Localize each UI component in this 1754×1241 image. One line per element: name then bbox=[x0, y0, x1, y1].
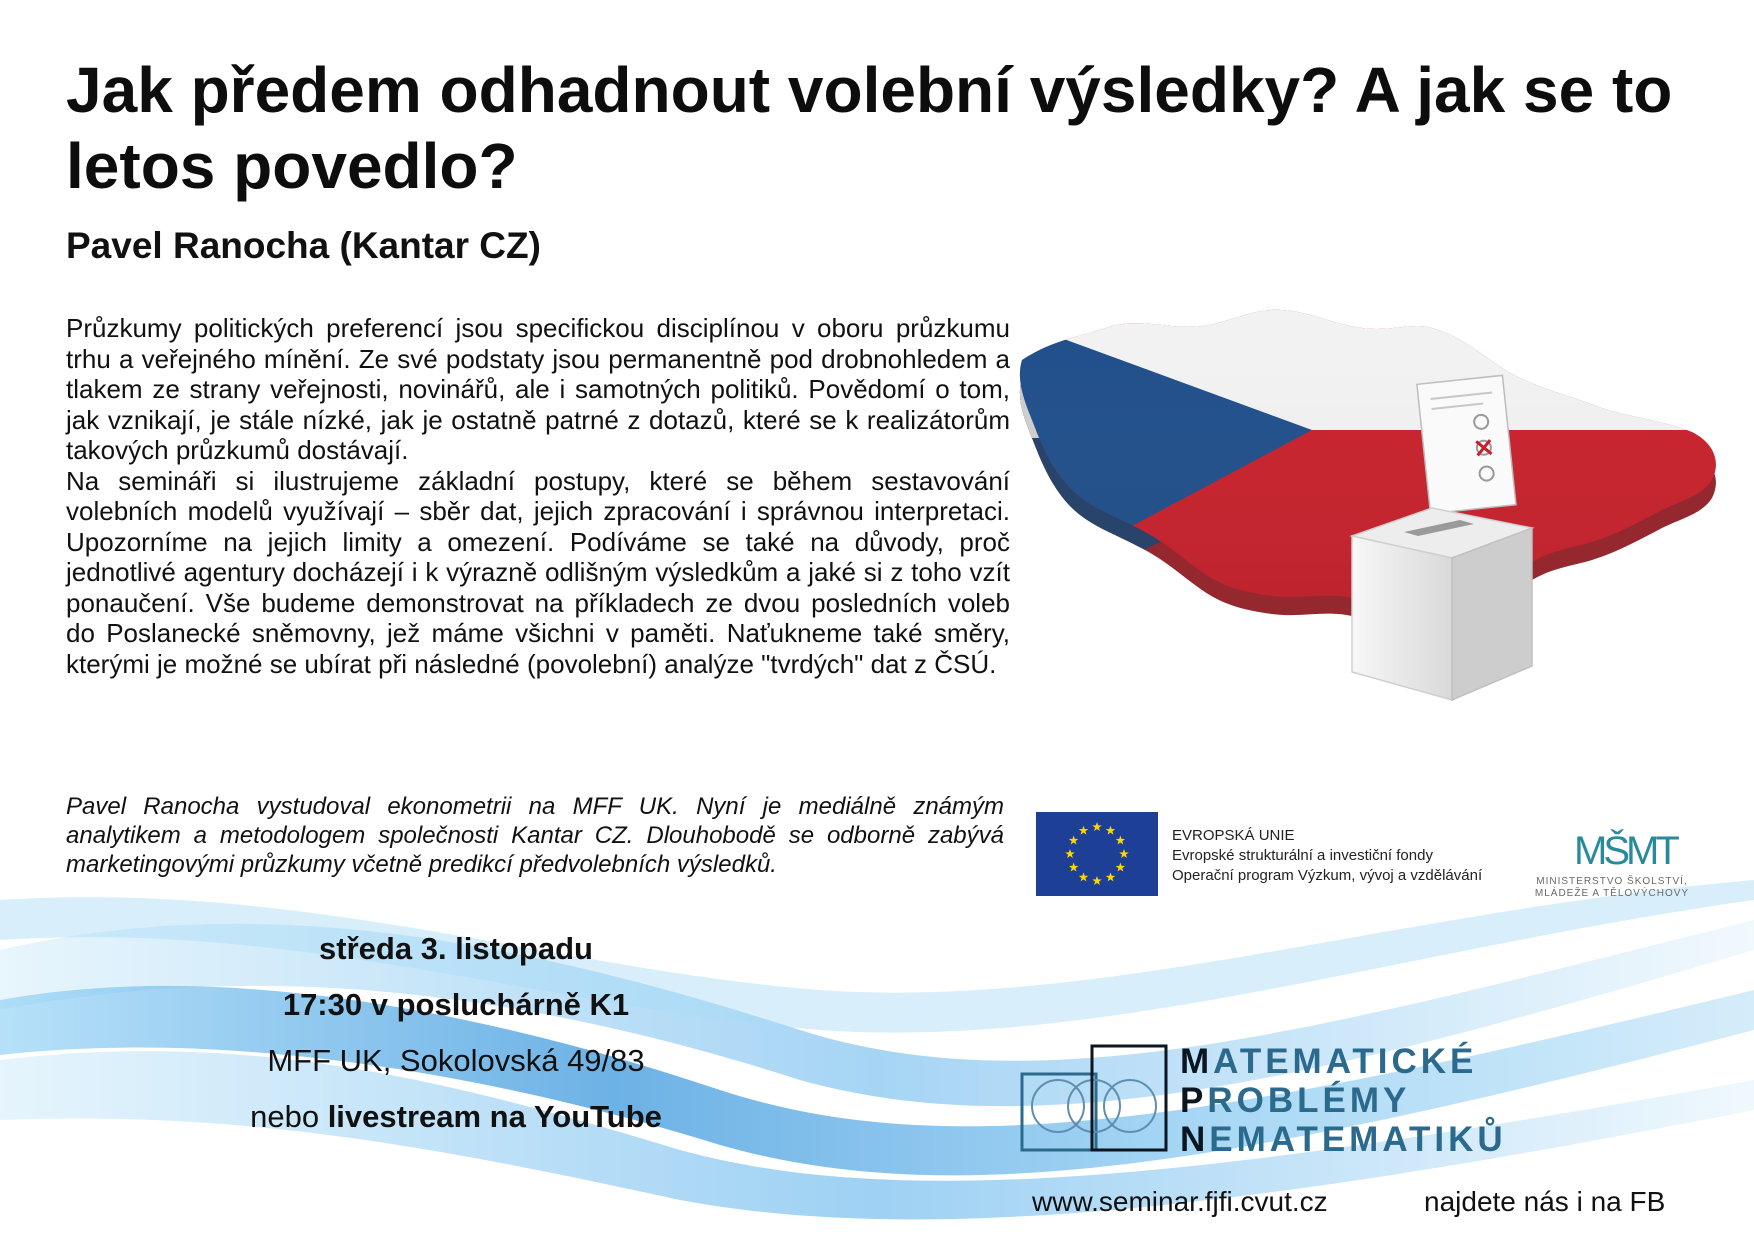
mpn-word-2: ROBLÉMY bbox=[1207, 1081, 1411, 1120]
eu-line-3: Operační program Výzkum, vývoj a vzdělávání bbox=[1172, 867, 1483, 884]
msmt-monogram: MŠMT bbox=[1574, 829, 1676, 873]
mpn-line-3 bbox=[1180, 1120, 1507, 1159]
stream-prefix: nebo bbox=[250, 1099, 320, 1134]
abstract bbox=[66, 313, 1010, 679]
mpn-word-3: EMATEMATIKŮ bbox=[1209, 1120, 1507, 1159]
mpn-initial-n: N bbox=[1180, 1120, 1210, 1159]
ballot-paper bbox=[1417, 375, 1516, 513]
mpn-initial-m: M bbox=[1180, 1042, 1214, 1081]
speaker-name: Pavel Ranocha (Kantar CZ) bbox=[66, 225, 541, 266]
eu-flag-icon bbox=[1036, 812, 1158, 896]
facebook-note: najdete nás i na FB bbox=[1424, 1186, 1666, 1217]
czech-map-flag-illustration bbox=[1012, 300, 1722, 730]
msmt-name bbox=[1524, 876, 1700, 900]
mpn-logo-icon bbox=[1020, 1044, 1168, 1154]
speaker-bio: Pavel Ranocha vystudoval ekonometrii na MFF UK. Nyní je mediálně známým analytikem a metodologem společnosti Kantar CZ. Dlouhobodě se odborně zabývá marketingovými průzkumy včetně predikcí předvolebních výsledků. bbox=[66, 793, 1004, 878]
event-date: středa 3. listopadu bbox=[319, 931, 593, 966]
msmt-line-2: MLÁDEŽE A TĚLOVÝCHOVY bbox=[1534, 888, 1690, 899]
mpn-wordmark bbox=[1180, 1042, 1507, 1159]
event-stream bbox=[156, 1101, 756, 1133]
eu-line-2: Evropské strukturální a investiční fondy bbox=[1172, 847, 1433, 864]
eu-line-1: EVROPSKÁ UNIE bbox=[1172, 827, 1295, 844]
mpn-initial-p: P bbox=[1180, 1081, 1208, 1120]
msmt-line-1: MINISTERSTVO ŠKOLSTVÍ, bbox=[1536, 876, 1688, 887]
event-address: MFF UK, Sokolovská 49/83 bbox=[267, 1043, 645, 1078]
event-info bbox=[156, 933, 756, 1157]
eu-funding-text bbox=[1172, 826, 1482, 886]
mpn-line-2 bbox=[1180, 1081, 1507, 1120]
ballot-box-icon bbox=[1352, 508, 1532, 700]
poster-title: Jak předem odhadnout volební výsledky? A jak se to letos povedlo? bbox=[66, 54, 1673, 202]
abstract-paragraph-1: Průzkumy politických preferencí jsou specifickou disciplínou v oboru průzkumu trhu a veřejného mínění. Ze své podstaty jsou permanentně pod drobnohledem a tlakem ze strany veřejnosti, novinářů, ale i samotných politiků. Povědomí o tom, jak vznikají, je stále nízké, jak je ostatně patrné z dotazů, které se k realizátorům takových průzkumů dostávají. bbox=[66, 313, 1010, 465]
abstract-paragraph-2: Na semináři si ilustrujeme základní postupy, které se během sestavování volebních modelů využívají – sběr dat, jejich zpracování i správnou interpretaci. Upozorníme na jejich limity a omezení. Podíváme se také na důvody, proč jednotlivé agentury docházejí i k výrazně odlišným výsledkům a jaké si z toho vzít ponaučení. Vše budeme demonstrovat na příkladech ze dvou posledních voleb do Poslanecké sněmovny, jež máme všichni v paměti. Naťukneme také směry, kterými je možné se ubírat při následné (povolební) analýze "tvrdých" dat z ČSÚ. bbox=[66, 465, 1010, 679]
website-link[interactable]: www.seminar.fjfi.cvut.cz bbox=[1032, 1186, 1328, 1217]
event-time-place: 17:30 v posluchárně K1 bbox=[282, 987, 630, 1022]
stream-link[interactable]: livestream na YouTube bbox=[327, 1099, 662, 1134]
mpn-word-1: ATEMATICKÉ bbox=[1213, 1042, 1478, 1081]
mpn-line-1 bbox=[1180, 1042, 1507, 1081]
